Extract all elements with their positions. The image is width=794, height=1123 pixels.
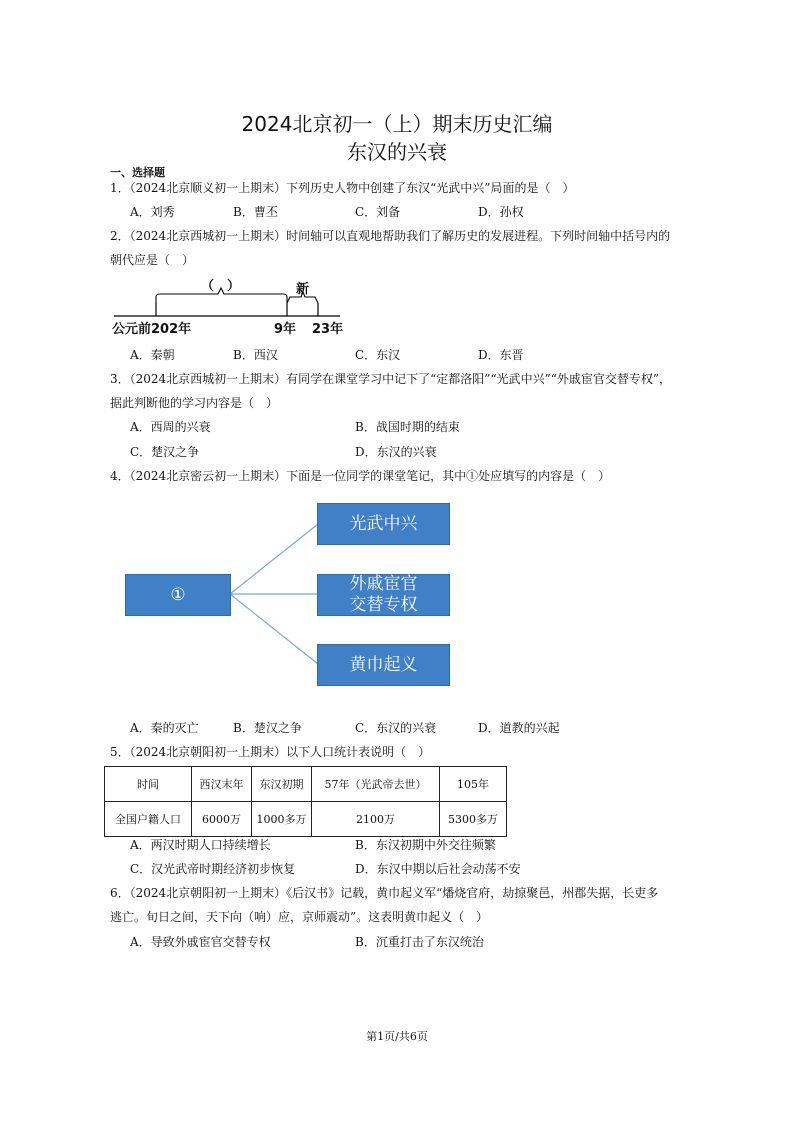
question-6-option-b: B．沉重打击了东汉统治	[355, 935, 484, 949]
table-cell: 2100万	[312, 802, 440, 837]
population-table	[104, 766, 507, 837]
connector-top	[230, 524, 318, 594]
question-1-stem: 1．（2024北京顺义初一上期末）下列历史人物中创建了东汉“光武中兴”局面的是（ ）	[110, 181, 575, 195]
table-cell: 6000万	[192, 802, 252, 837]
question-1-option-a: A．刘秀	[130, 205, 175, 219]
question-3-stem-line2: 据此判断他的学习内容是（ ）	[110, 396, 279, 410]
table-cell: 1000多万	[252, 802, 312, 837]
question-6-stem-line2: 逃亡。旬日之间，天下向（响）应，京师震动”。这表明黄巾起义（ ）	[110, 910, 489, 924]
question-2-stem-line2: 朝代应是（ ）	[110, 253, 195, 267]
table-header-row	[105, 767, 507, 802]
question-4-option-b: B．楚汉之争	[233, 721, 302, 735]
diagram-connectors	[230, 520, 330, 670]
question-3-stem-line1: 3．（2024北京西城初一上期末）有同学在课堂学习中记下了“定都洛阳”“光武中兴”“外戚宦官交替专权”，	[110, 372, 671, 386]
table-header-cell: 57年（光武帝去世）	[312, 767, 440, 802]
question-2-option-a: A．秦朝	[130, 348, 175, 362]
question-2-option-b: B．西汉	[233, 348, 278, 362]
page-title: 2024北京初一（上）期末历史汇编	[241, 112, 553, 136]
diagram-center-box: ①	[125, 574, 231, 616]
question-5-option-c: C．汉光武帝时期经济初步恢复	[130, 862, 296, 876]
question-3-option-a: A．西周的兴衰	[130, 420, 211, 434]
table-cell: 5300多万	[440, 802, 507, 837]
question-5-option-b: B．东汉初期中外交往频繁	[355, 838, 496, 852]
question-4-option-c: C．东汉的兴衰	[355, 721, 437, 735]
diagram-branch-3: 黄巾起义	[317, 644, 450, 686]
table-header-cell: 东汉初期	[252, 767, 312, 802]
section-heading: 一、选择题	[110, 166, 165, 179]
connector-bottom	[230, 594, 318, 664]
table-cell: 全国户籍人口	[105, 802, 192, 837]
table-header-cell: 时间	[105, 767, 192, 802]
question-4-option-a: A．秦的灭亡	[130, 721, 199, 735]
question-6-stem-line1: 6．（2024北京朝阳初一上期末）《后汉书》记载，黄巾起义军“燔烧官府，劫掠聚邑，州郡失据，长吏多	[110, 886, 659, 900]
question-5-option-a: A．两汉时期人口持续增长	[130, 838, 271, 852]
timeline-end-label: 23年	[312, 322, 344, 337]
timeline-xin-label: 新	[296, 282, 310, 297]
page-subtitle: 东汉的兴衰	[347, 140, 447, 164]
question-2-stem-line1: 2．（2024北京西城初一上期末）时间轴可以直观地帮助我们了解历史的发展进程。下列时间轴中括号内的	[110, 229, 671, 243]
diagram-branch-1: 光武中兴	[317, 503, 450, 545]
question-2-option-c: C．东汉	[355, 348, 401, 362]
question-5-option-d: D．东汉中期以后社会动荡不安	[355, 862, 521, 876]
question-1-option-c: C．刘备	[355, 205, 401, 219]
timeline-bracket-label: （ ）	[201, 279, 241, 294]
page-footer: 第1页/共6页	[366, 1030, 428, 1043]
question-3-option-b: B．战国时期的结束	[355, 420, 460, 434]
question-6-option-a: A．导致外戚宦官交替专权	[130, 935, 271, 949]
question-4-stem: 4．（2024北京密云初一上期末）下面是一位同学的课堂笔记，其中①处应填写的内容是（ ）	[110, 469, 611, 483]
table-header-cell: 105年	[440, 767, 507, 802]
diagram-branch-2: 外戚宦官 交替专权	[317, 574, 450, 616]
question-1-option-d: D．孙权	[478, 205, 524, 219]
question-2-option-d: D．东晋	[478, 348, 524, 362]
question-5-stem: 5．（2024北京朝阳初一上期末）以下人口统计表说明（ ）	[110, 745, 431, 759]
timeline-mid-label: 9年	[274, 322, 297, 337]
timeline-start-label: 公元前202年	[112, 322, 192, 337]
table-row	[105, 802, 507, 837]
table-header-cell: 西汉末年	[192, 767, 252, 802]
question-3-option-c: C．楚汉之争	[130, 445, 200, 459]
question-3-option-d: D．东汉的兴衰	[355, 445, 437, 459]
question-1-option-b: B．曹丕	[233, 205, 278, 219]
question-4-option-d: D．道教的兴起	[478, 721, 560, 735]
